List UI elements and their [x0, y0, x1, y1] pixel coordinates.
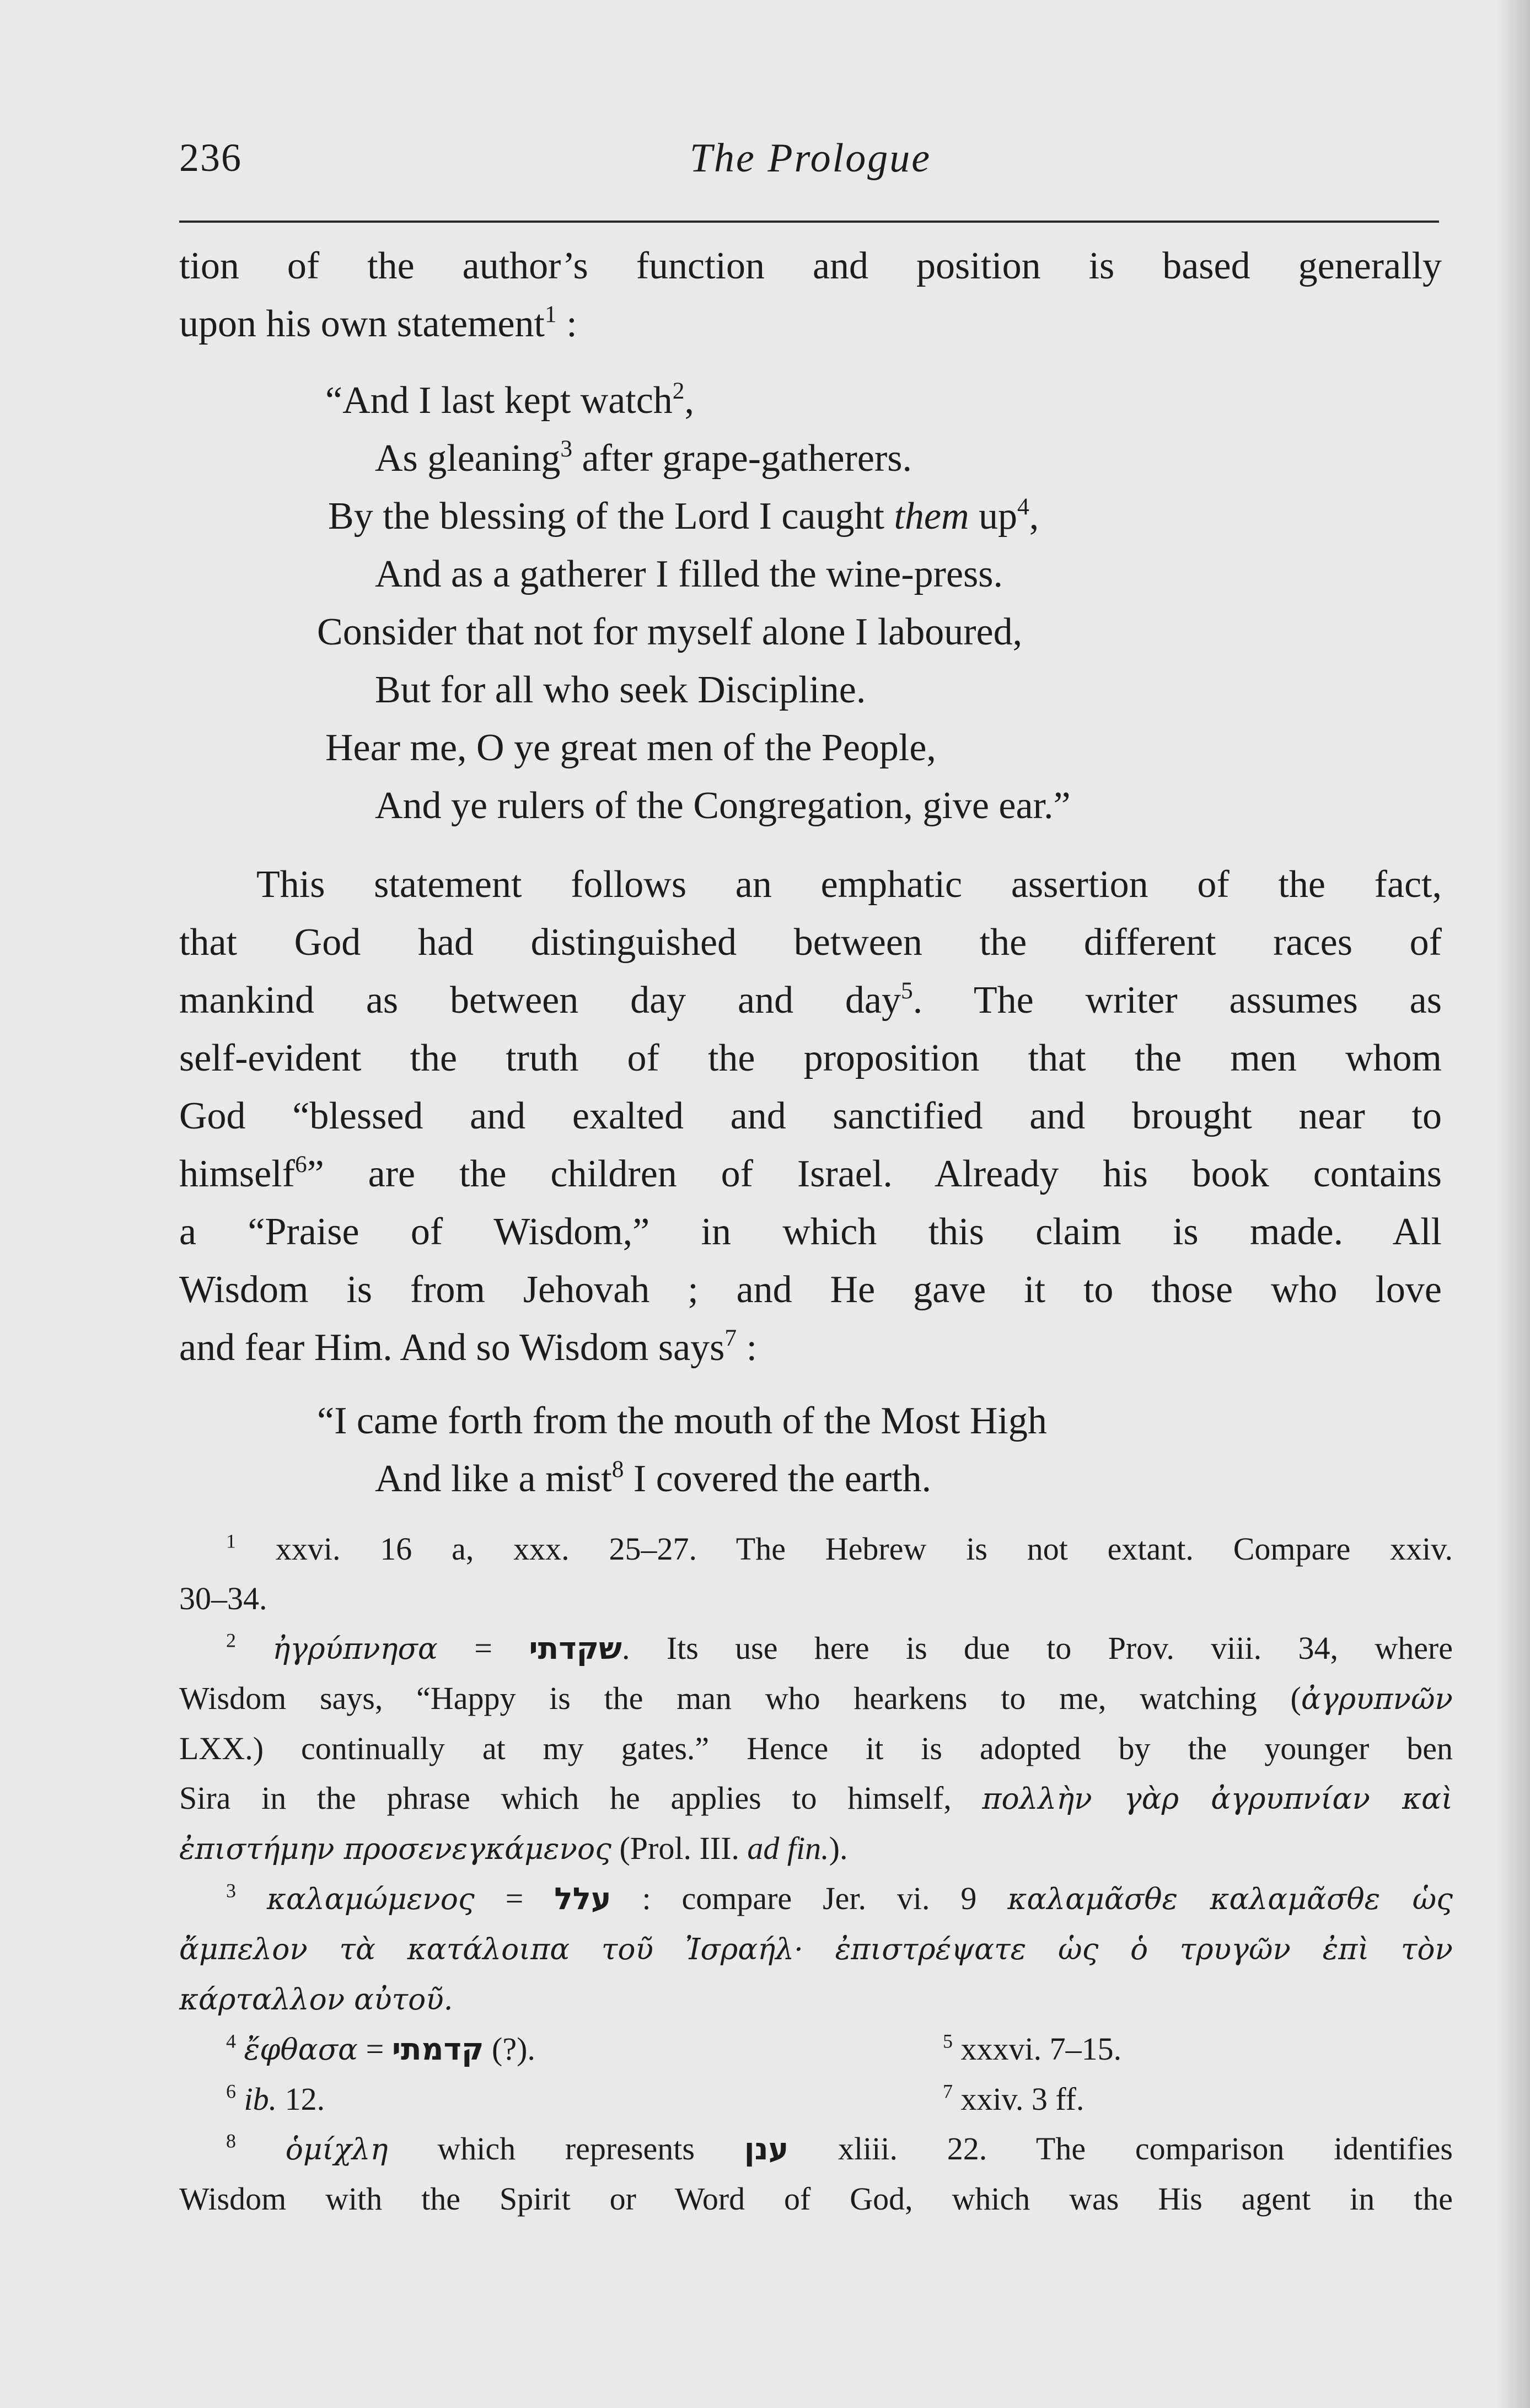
text: Sira in the phrase which he applies to himself,: [179, 1780, 983, 1816]
text-line: self-evident the truth of the proposition that the men whom: [179, 1037, 1442, 1079]
text: =: [474, 1880, 555, 1916]
verse-block-2: [179, 1392, 1442, 1508]
text: And like a mist: [375, 1458, 612, 1500]
footnote-6: [179, 2074, 943, 2124]
footnote-ref[interactable]: 7: [724, 1324, 737, 1351]
footnote-ref[interactable]: 1: [544, 300, 557, 327]
text: xliii. 22. The comparison identifies: [788, 2131, 1453, 2167]
verse-line: Consider that not for myself alone I laboured,: [317, 611, 1023, 653]
verse-line: “I came forth from the mouth of the Most High: [317, 1400, 1047, 1442]
text: after grape-gatherers.: [572, 437, 912, 480]
hebrew-text: שקדתי: [529, 1631, 622, 1666]
text: ).: [829, 1830, 848, 1866]
footnote-number: 5: [943, 2030, 953, 2052]
text: and fear Him. And so Wisdom says: [179, 1326, 725, 1369]
greek-text: ἔφθασα: [244, 2032, 358, 2067]
footnote-number: 8: [226, 2130, 236, 2152]
text: :: [737, 1326, 758, 1369]
greek-text: ἐπιστήμην προσενεγκάμενος: [179, 1831, 611, 1866]
footnote-3-line2: [179, 1924, 1453, 1974]
text: xxxvi. 7–15.: [960, 2031, 1122, 2067]
footnote-ref[interactable]: 3: [560, 435, 573, 462]
footnote-3: [179, 1874, 1453, 1924]
footnote-number: 2: [226, 1629, 236, 1652]
verse-line: Hear me, O ye great men of the People,: [325, 727, 936, 769]
footnote-8: [179, 2124, 1453, 2174]
footnotes: [179, 1524, 1453, 2224]
text: mankind as between day and day: [179, 979, 901, 1022]
greek-text: ἄμπελον τὰ κατάλοιπα τοῦ Ἰσραήλ· ἐπιστρέψατε ὡς ὁ τρυγῶν ἐπὶ τὸν: [179, 1932, 1453, 1966]
text: ” are the children of Israel. Already his book contains: [307, 1153, 1442, 1195]
text: (Prol. III.: [611, 1830, 748, 1866]
footnote-ref[interactable]: 8: [611, 1455, 624, 1482]
footnote-number: 1: [226, 1530, 236, 1552]
text: By the blessing of the Lord I caught: [328, 495, 894, 538]
footnote-1: [179, 1524, 1453, 1574]
paragraph-1-end: [179, 295, 1442, 353]
text-line: [179, 971, 1442, 1029]
greek-text: ἠγρύπνησα: [272, 1631, 438, 1666]
text: ,: [1029, 495, 1039, 538]
footnote-row-6-7: [179, 2074, 1453, 2124]
hebrew-text: ענן: [744, 2131, 789, 2167]
verse-line: [179, 429, 1442, 487]
text: =: [358, 2031, 392, 2067]
text: 12.: [277, 2081, 325, 2117]
footnote-7: [943, 2074, 1453, 2124]
greek-text: ὁμίχλη: [285, 2132, 388, 2167]
paragraph-2: [179, 856, 1442, 1377]
footnote-number: 7: [943, 2080, 953, 2103]
footnote-number: 3: [226, 1879, 236, 1902]
paragraph-1: [179, 237, 1442, 295]
footnote-4: [179, 2024, 943, 2074]
footnote-row-4-5: [179, 2024, 1453, 2074]
text-line: [179, 1145, 1442, 1203]
footnote-3-line3: [179, 1974, 1453, 2024]
text-line: Wisdom is from Jehovah ; and He gave it to those who love: [179, 1268, 1442, 1311]
text-line: tion of the author’s function and position is based generally: [179, 245, 1442, 287]
text-line: This statement follows an emphatic assertion of the fact,: [256, 863, 1442, 906]
footnote-8-line2: Wisdom with the Spirit or Word of God, which was His agent in the: [179, 2181, 1453, 2217]
text: xxiv. 3 ff.: [960, 2081, 1085, 2117]
verse-block-1: [179, 372, 1442, 835]
text: =: [437, 1630, 529, 1666]
verse-line: [179, 1450, 1442, 1508]
text: As gleaning: [375, 437, 561, 480]
text: Wisdom says, “Happy is the man who hearkens to me, watching (: [179, 1680, 1301, 1716]
text: himself: [179, 1153, 295, 1195]
page-edge-shadow: [1497, 0, 1530, 2408]
italic-text: ad fin.: [747, 1830, 829, 1866]
verse-line: And ye rulers of the Congregation, give ear.”: [375, 784, 1071, 827]
footnote-ref[interactable]: 4: [1017, 493, 1029, 520]
text: “And I last kept watch: [325, 379, 673, 422]
text-line: upon his own statement: [179, 303, 545, 345]
text: ,: [684, 379, 694, 422]
text: . The writer assumes as: [912, 979, 1442, 1022]
footnote-number: 6: [226, 2080, 236, 2103]
footnote-2-line4: [179, 1773, 1453, 1824]
hebrew-text: עלל: [554, 1881, 611, 1916]
verse-line: And as a gatherer I filled the wine-press.: [375, 553, 1003, 595]
text-line: a “Praise of Wisdom,” in which this claim is made. All: [179, 1211, 1442, 1253]
text: : compare Jer. vi. 9: [611, 1880, 1008, 1916]
text: (?).: [484, 2031, 535, 2067]
footnote-ref[interactable]: 6: [294, 1151, 307, 1178]
footnote-ref[interactable]: 2: [672, 377, 685, 404]
text-line: God “blessed and exalted and sanctified and brought near to: [179, 1095, 1442, 1137]
header-rule: [179, 221, 1439, 223]
greek-text: ἀγρυπνῶν: [1301, 1681, 1453, 1716]
greek-text: καλαμώμενος: [266, 1882, 475, 1916]
text: xxvi. 16 a, xxx. 25–27. The Hebrew is not extant. Compare xxiv.: [275, 1531, 1453, 1567]
running-title: The Prologue: [689, 136, 932, 181]
footnote-2-line2: [179, 1674, 1453, 1724]
italic-text: them: [894, 495, 969, 538]
greek-text: καλαμᾶσθε καλαμᾶσθε ὡς: [1007, 1882, 1453, 1916]
text-line: :: [556, 303, 577, 345]
verse-line: [179, 487, 1442, 545]
page-header: [179, 135, 1442, 196]
page-number: 236: [179, 136, 242, 180]
text-line: that God had distinguished between the different races of: [179, 921, 1442, 964]
verse-line: [179, 372, 1442, 429]
text: I covered the earth.: [624, 1458, 932, 1500]
text: up: [969, 495, 1018, 538]
greek-text: πολλὴν γὰρ ἀγρυπνίαν καὶ: [982, 1781, 1453, 1816]
verse-line: But for all who seek Discipline.: [375, 669, 866, 711]
footnote-ref[interactable]: 5: [901, 977, 913, 1004]
footnote-number: 4: [226, 2030, 236, 2052]
italic-text: ib.: [244, 2081, 277, 2117]
footnote-2: [179, 1624, 1453, 1674]
footnote-1-cont: 30–34.: [179, 1581, 267, 1616]
footnote-2-line3: LXX.) continually at my gates.” Hence it is adopted by the younger ben: [179, 1730, 1453, 1766]
greek-text: κάρταλλον αὐτοῦ.: [179, 1982, 453, 2017]
main-text: [179, 237, 1442, 1508]
footnote-5: [943, 2024, 1453, 2074]
text-line: [179, 1319, 1442, 1377]
text: which represents: [388, 2131, 744, 2167]
footnote-2-line5: [179, 1824, 1453, 1874]
text: . Its use here is due to Prov. viii. 34, where: [621, 1630, 1453, 1666]
hebrew-text: קדמתי: [391, 2031, 484, 2067]
